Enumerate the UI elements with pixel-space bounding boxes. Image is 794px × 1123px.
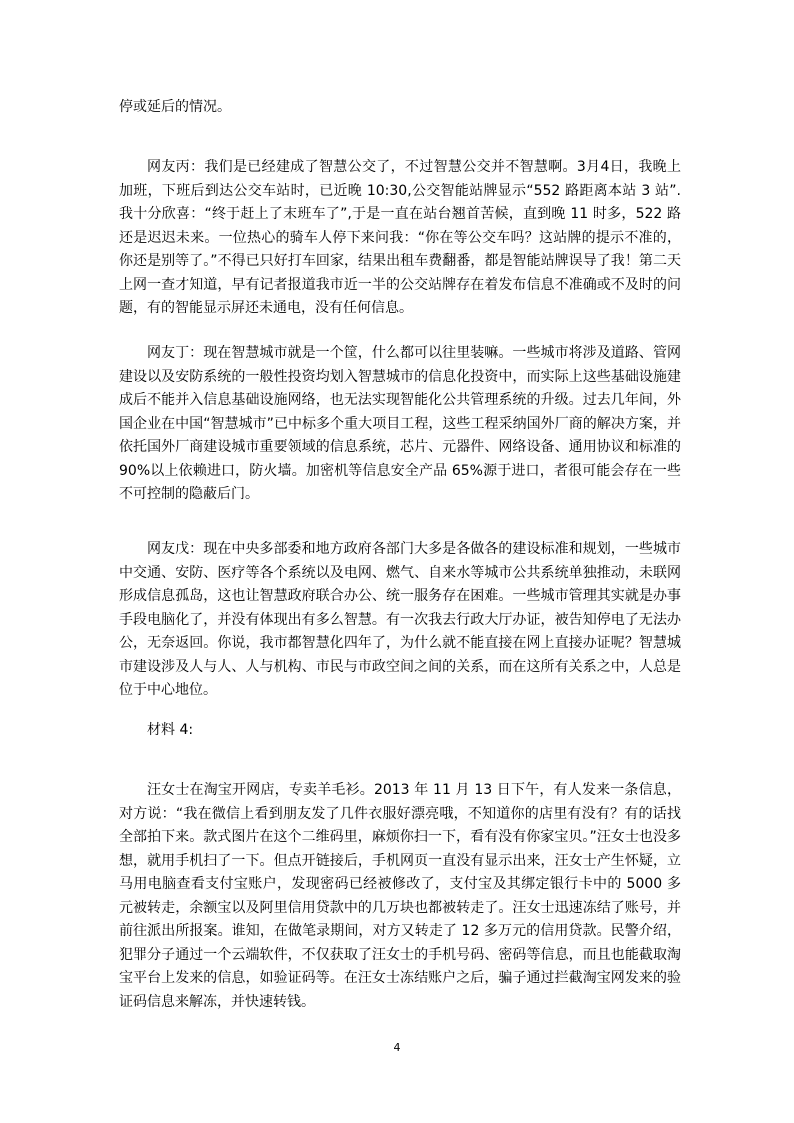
paragraph-netizen-ding: 网友丁：现在智慧城市就是一个筐，什么都可以往里装嘛。一些城市将涉及道路、管网建设以及安防系统的一般性投资均划入智慧城市的信息化投资中，而实际上这些基础设施建成后不能并入信息基础设施网络，也无法实现智能化公共管理系统的升级。过去几年间，外国企业在中国“智慧城市”已中标多个重大项目工程，这些工程采纳国外厂商的解决方案，并依托国外厂商建设城市重要领域的信息系统，芯片、元器件、网络设备、通用协议和标准的90%以上依赖进口，防火墙。加密机等信息安全产品 65%源于进口，者很可能会存在一些不可控制的隐蔽后门。	[119, 345, 681, 502]
paragraph-netizen-wu: 网友戊：现在中央多部委和地方政府各部门大多是各做各的建设标准和规划，一些城市中交通、安防、医疗等各个系统以及电网、燃气、自来水等城市公共系统单独推动，未联网形成信息孤岛，这也让智慧政府联合办公、统一服务存在困难。一些城市管理其实就是办事手段电脑化了，并没有体现出有多么智慧。有一次我去行政大厅办证，被告知停电了无法办公，无奈返回。你说，我市都智慧化四年了，为什么就不能直接在网上直接办证呢？智慧城市建设涉及人与人、人与机构、市民与市政空间之间的关系，而在这所有关系之中，人总是位于中心地位。	[119, 541, 681, 698]
paragraph-continuation: 停或延后的情况。	[119, 99, 231, 115]
paragraph-netizen-bing: 网友丙：我们是已经建成了智慧公交了，不过智慧公交并不智慧啊。3月4日，我晚上加班，下班后到达公交车站时，已近晚 10:30,公交智能站牌显示“552 路距离本站 3 站”.我十分欣喜：“终于赶上了末班车了”,于是一直在站台翘首苦候，直到晚 11 时多，522 路还是迟迟未来。一位热心的骑车人停下来问我：“你在等公交车吗？这站牌的提示不准的，你还是别等了。”不得已只好打车回家，结果出租车费翻番，都是智能站牌误导了我！第二天上网一查才知道，早有记者报道我市近一半的公交站牌存在着发布信息不准确或不及时的问题，有的智能显示屏还未通电，没有任何信息。	[119, 159, 681, 316]
paragraph-ms-wang-case: 汪女士在淘宝开网店，专卖羊毛衫。2013 年 11 月 13 日下午，有人发来一条信息，对方说：“我在微信上看到朋友发了几件衣服好漂亮哦，不知道你的店里有没有？有的话找全部拍下来。款式图片在这个二维码里，麻烦你扫一下，看有没有你家宝贝。”汪女士也没多想，就用手机扫了一下。但点开链接后，手机网页一直没有显示出来，汪女士产生怀疑，立马用电脑查看支付宝账户，发现密码已经被修改了，支付宝及其绑定银行卡中的 5000 多元被转走，余额宝以及阿里信用贷款中的几万块也都被转走了。汪女士迅速冻结了账号，并前往派出所报案。谁知，在做笔录期间，对方又转走了 12 多万元的信用贷款。民警介绍，犯罪分子通过一个云端软件，不仅获取了汪女士的手机号码、密码等信息，而且也能截取淘宝平台上发来的信息，如验证码等。在汪女士冻结账户之后，骗子通过拦截淘宝网发来的验证码信息来解冻，并快速转钱。	[119, 782, 681, 1010]
section-heading-material-4: 材料 4:	[147, 722, 194, 738]
page-number: 4	[393, 1041, 401, 1054]
